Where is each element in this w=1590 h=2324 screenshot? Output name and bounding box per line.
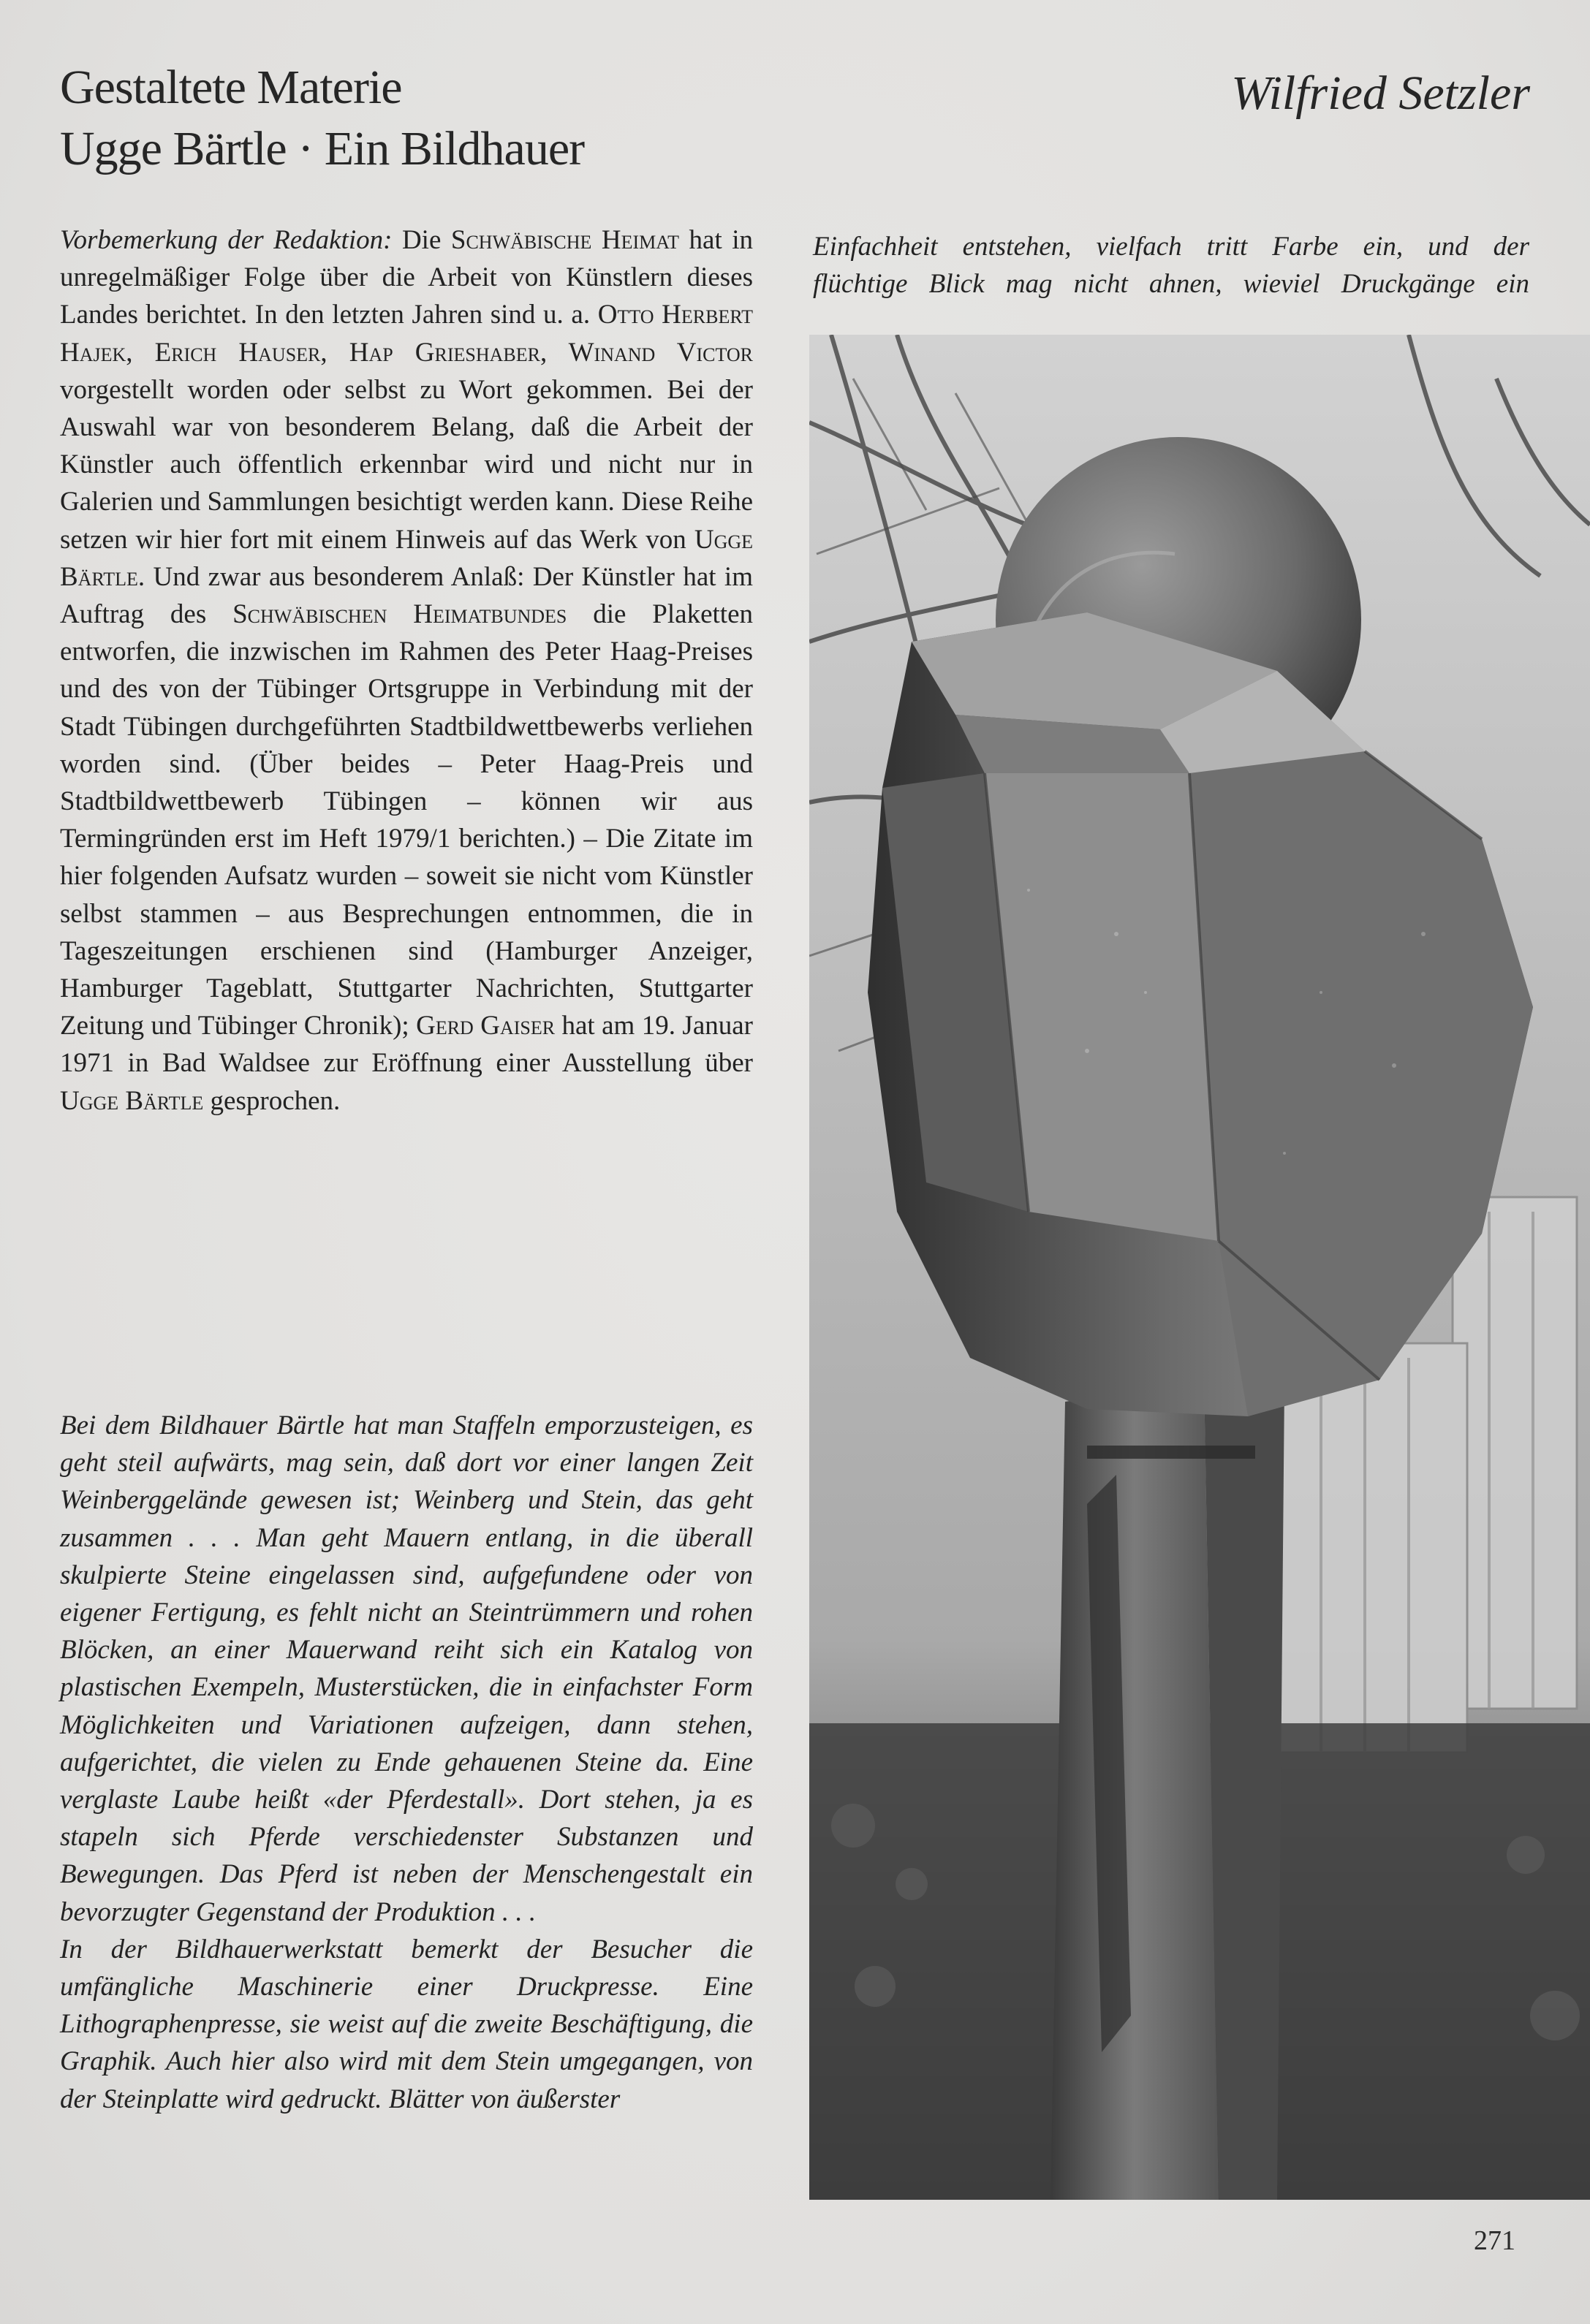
right-column-line-1: Einfachheit entstehen, vielfach tritt Farbe ein, und der: [813, 232, 1529, 262]
preface-name: Ugge Bärtle: [60, 1085, 204, 1116]
preface-name: Otto Herbert Hajek, Erich Hauser, Hap Grieshaber, Winand Victor: [60, 300, 753, 368]
quote-block: [60, 1407, 753, 2118]
page-number: 271: [1474, 2225, 1515, 2256]
preface-text: . Und zwar aus besonderem Anlaß: Der Künstler hat im Auftrag des: [60, 561, 753, 630]
preface-name: Ugge Bärtle: [60, 524, 753, 592]
quote-paragraph-1: Bei dem Bildhauer Bärtle hat man Staffeln emporzusteigen, es geht steil aufwärts, mag sein, daß dort vor einer langen Zeit Weinberggelände gewesen ist; Weinberg und Stein, das geht zusammen . . . Man geht Mauern entlang, in die überall skulpierte Steine eingelassen sind, aufgefundene oder von eigener Fertigung, es fehlt nicht an Steintrümmern und rohen Blöcken, an einer Mauerwand reiht sich ein Katalog von plastischen Exempeln, Musterstücken, die in einfachster Form Möglichkeiten und Variationen aufzeigen, dann stehen, aufgerichtet, die vielen zu Ende gehauenen Steine da. Eine verglaste Laube heißt «der Pferdestall». Dort stehen, ja es stapeln sich Pferde verschiedenster Substanzen und Bewegungen. Das Pferd ist neben der Menschengestalt ein bevorzugter Gegenstand der Produktion . . .: [60, 1410, 753, 1927]
preface-name: Gerd Gaiser: [416, 1011, 556, 1041]
preface-lead: Vorbemerkung der Redaktion:: [60, 225, 393, 255]
quote-paragraph-2: In der Bildhauerwerkstatt bemerkt der Besucher die umfängliche Maschinerie einer Druckpresse. Eine Lithographenpresse, sie weist auf die zweite Beschäftigung, die Graphik. Auch hier also wird mit dem Stein umgegangen, von der Steinplatte wird gedruckt. Blätter von äußerster: [60, 1934, 753, 2114]
preface-text: hat in unregelmäßiger Folge über die Arbeit von Künstlern dieses Landes berichtet. In den letzten Jahren sind u. a.: [60, 225, 753, 330]
preface-text: die Plaketten entworfen, die inzwischen im Rahmen des Peter Haag-Preises und des von der Tübinger Ortsgruppe in Verbindung mit der Stadt Tübingen durchgeführten Stadtbildwettbewerbs verliehen worden sind. (Über beides – Peter Haag-Preis und Stadtbildwettbewerb Tübingen – können wir aus Termingründen erst im Heft 1979/1 berichten.) – Die Zitate im hier folgenden Aufsatz wurden – soweit sie nicht vom Künstler selbst stammen – aus Besprechungen entnommen, die in Tageszeitungen erschienen sind (Hamburger Anzeiger, Hamburger Tageblatt, Stuttgarter Nachrichten, Stuttgarter Zeitung und Tübinger Chronik);: [60, 599, 753, 1041]
title-line-1: Gestaltete Materie: [60, 61, 402, 114]
preface-text: Die: [392, 225, 451, 255]
preface-name: Schwäbischen Heimatbundes: [232, 599, 567, 630]
article-title: [60, 57, 791, 180]
preface-text: gesprochen.: [203, 1085, 341, 1116]
stone-sculpture-photo: [809, 335, 1590, 2200]
editorial-preface: [60, 221, 753, 1120]
author-name: Wilfried Setzler: [1231, 67, 1530, 120]
preface-name: Schwäbische Heimat: [450, 225, 680, 255]
sculpture-illustration: [809, 335, 1590, 2200]
title-line-2: Ugge Bärtle · Ein Bildhauer: [60, 122, 585, 175]
preface-text: hat am 19. Januar 1971 in Bad Waldsee zur Eröffnung einer Ausstellung über: [60, 1011, 753, 1079]
right-column-text: [813, 228, 1529, 303]
right-column-line-2: flüchtige Blick mag nicht ahnen, wieviel Druckgänge ein: [813, 269, 1529, 300]
preface-text: vorgestellt worden oder selbst zu Wort gekommen. Bei der Auswahl war von besonderem Belang, daß die Arbeit der Künstler auch öffentlich erkennbar wird und nicht nur in Galerien und Sammlungen besichtigt werden kann. Diese Reihe setzen wir hier fort mit einem Hinweis auf das Werk von: [60, 374, 753, 555]
